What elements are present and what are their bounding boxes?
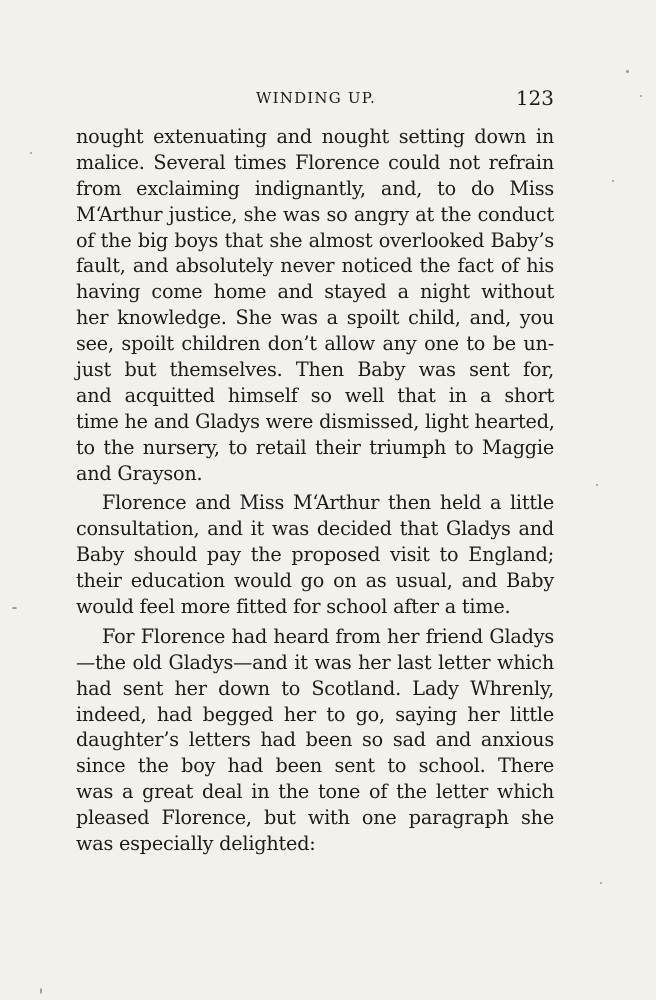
scan-speck — [30, 152, 32, 154]
scan-speck — [640, 95, 642, 97]
text-line: was a great deal in the tone of the letter which — [76, 780, 554, 804]
paragraph-1 — [76, 124, 554, 486]
scan-speck — [40, 988, 42, 994]
text-line: daughter’s letters had been so sad and anxious — [76, 728, 554, 752]
scan-speck — [596, 484, 598, 486]
text-line: her knowledge. She was a spoilt child, and, you — [76, 306, 554, 330]
body-text — [76, 124, 554, 857]
paragraph-3 — [76, 624, 554, 857]
paragraph-2 — [76, 490, 554, 619]
text-line: indeed, had begged her to go, saying her little — [76, 702, 554, 726]
scan-speck — [600, 882, 602, 884]
running-head — [76, 86, 554, 114]
scan-speck — [626, 70, 629, 73]
text-line: and acquitted himself so well that in a short — [76, 383, 554, 407]
text-line: to the nursery, to retail their triumph to Maggie — [76, 435, 554, 459]
text-line: had sent her down to Scotland. Lady Whrenly, — [76, 676, 554, 700]
running-title: WINDING UP. — [256, 89, 376, 107]
text-line: —the old Gladys—and it was her last letter which — [76, 650, 554, 674]
text-line: of the big boys that she almost overlooked Baby’s — [76, 228, 554, 252]
text-line: nought extenuating and nought setting down in — [76, 125, 554, 148]
scan-speck — [12, 607, 17, 609]
text-line: fault, and absolutely never noticed the fact of his — [76, 254, 554, 278]
text-line: just but themselves. Then Baby was sent for, — [76, 358, 554, 382]
text-line: see, spoilt children don’t allow any one to be un- — [76, 332, 554, 356]
text-line: Baby should pay the proposed visit to England; — [76, 543, 554, 567]
text-line: malice. Several times Florence could not refrain — [76, 150, 554, 174]
text-line: would feel more fitted for school after a time. — [76, 595, 511, 619]
text-line: having come home and stayed a night without — [76, 280, 554, 304]
text-line: their education would go on as usual, and Baby — [76, 569, 554, 593]
text-line: was especially delighted: — [76, 832, 316, 856]
page-number: 123 — [515, 86, 554, 110]
text-line: time he and Gladys were dismissed, light hearted, — [76, 409, 555, 433]
text-line: consultation, and it was decided that Gladys and — [76, 517, 554, 541]
text-line: since the boy had been sent to school. There — [76, 754, 554, 778]
text-line: Florence and Miss M‘Arthur then held a little — [102, 491, 554, 515]
text-line: and Grayson. — [76, 461, 203, 485]
scan-speck — [612, 180, 614, 182]
text-line: pleased Florence, but with one paragraph she — [76, 806, 554, 830]
text-line: For Florence had heard from her friend Gladys — [102, 624, 554, 648]
text-line: M‘Arthur justice, she was so angry at the conduct — [76, 202, 554, 226]
text-line: from exclaiming indignantly, and, to do Miss — [76, 176, 554, 200]
